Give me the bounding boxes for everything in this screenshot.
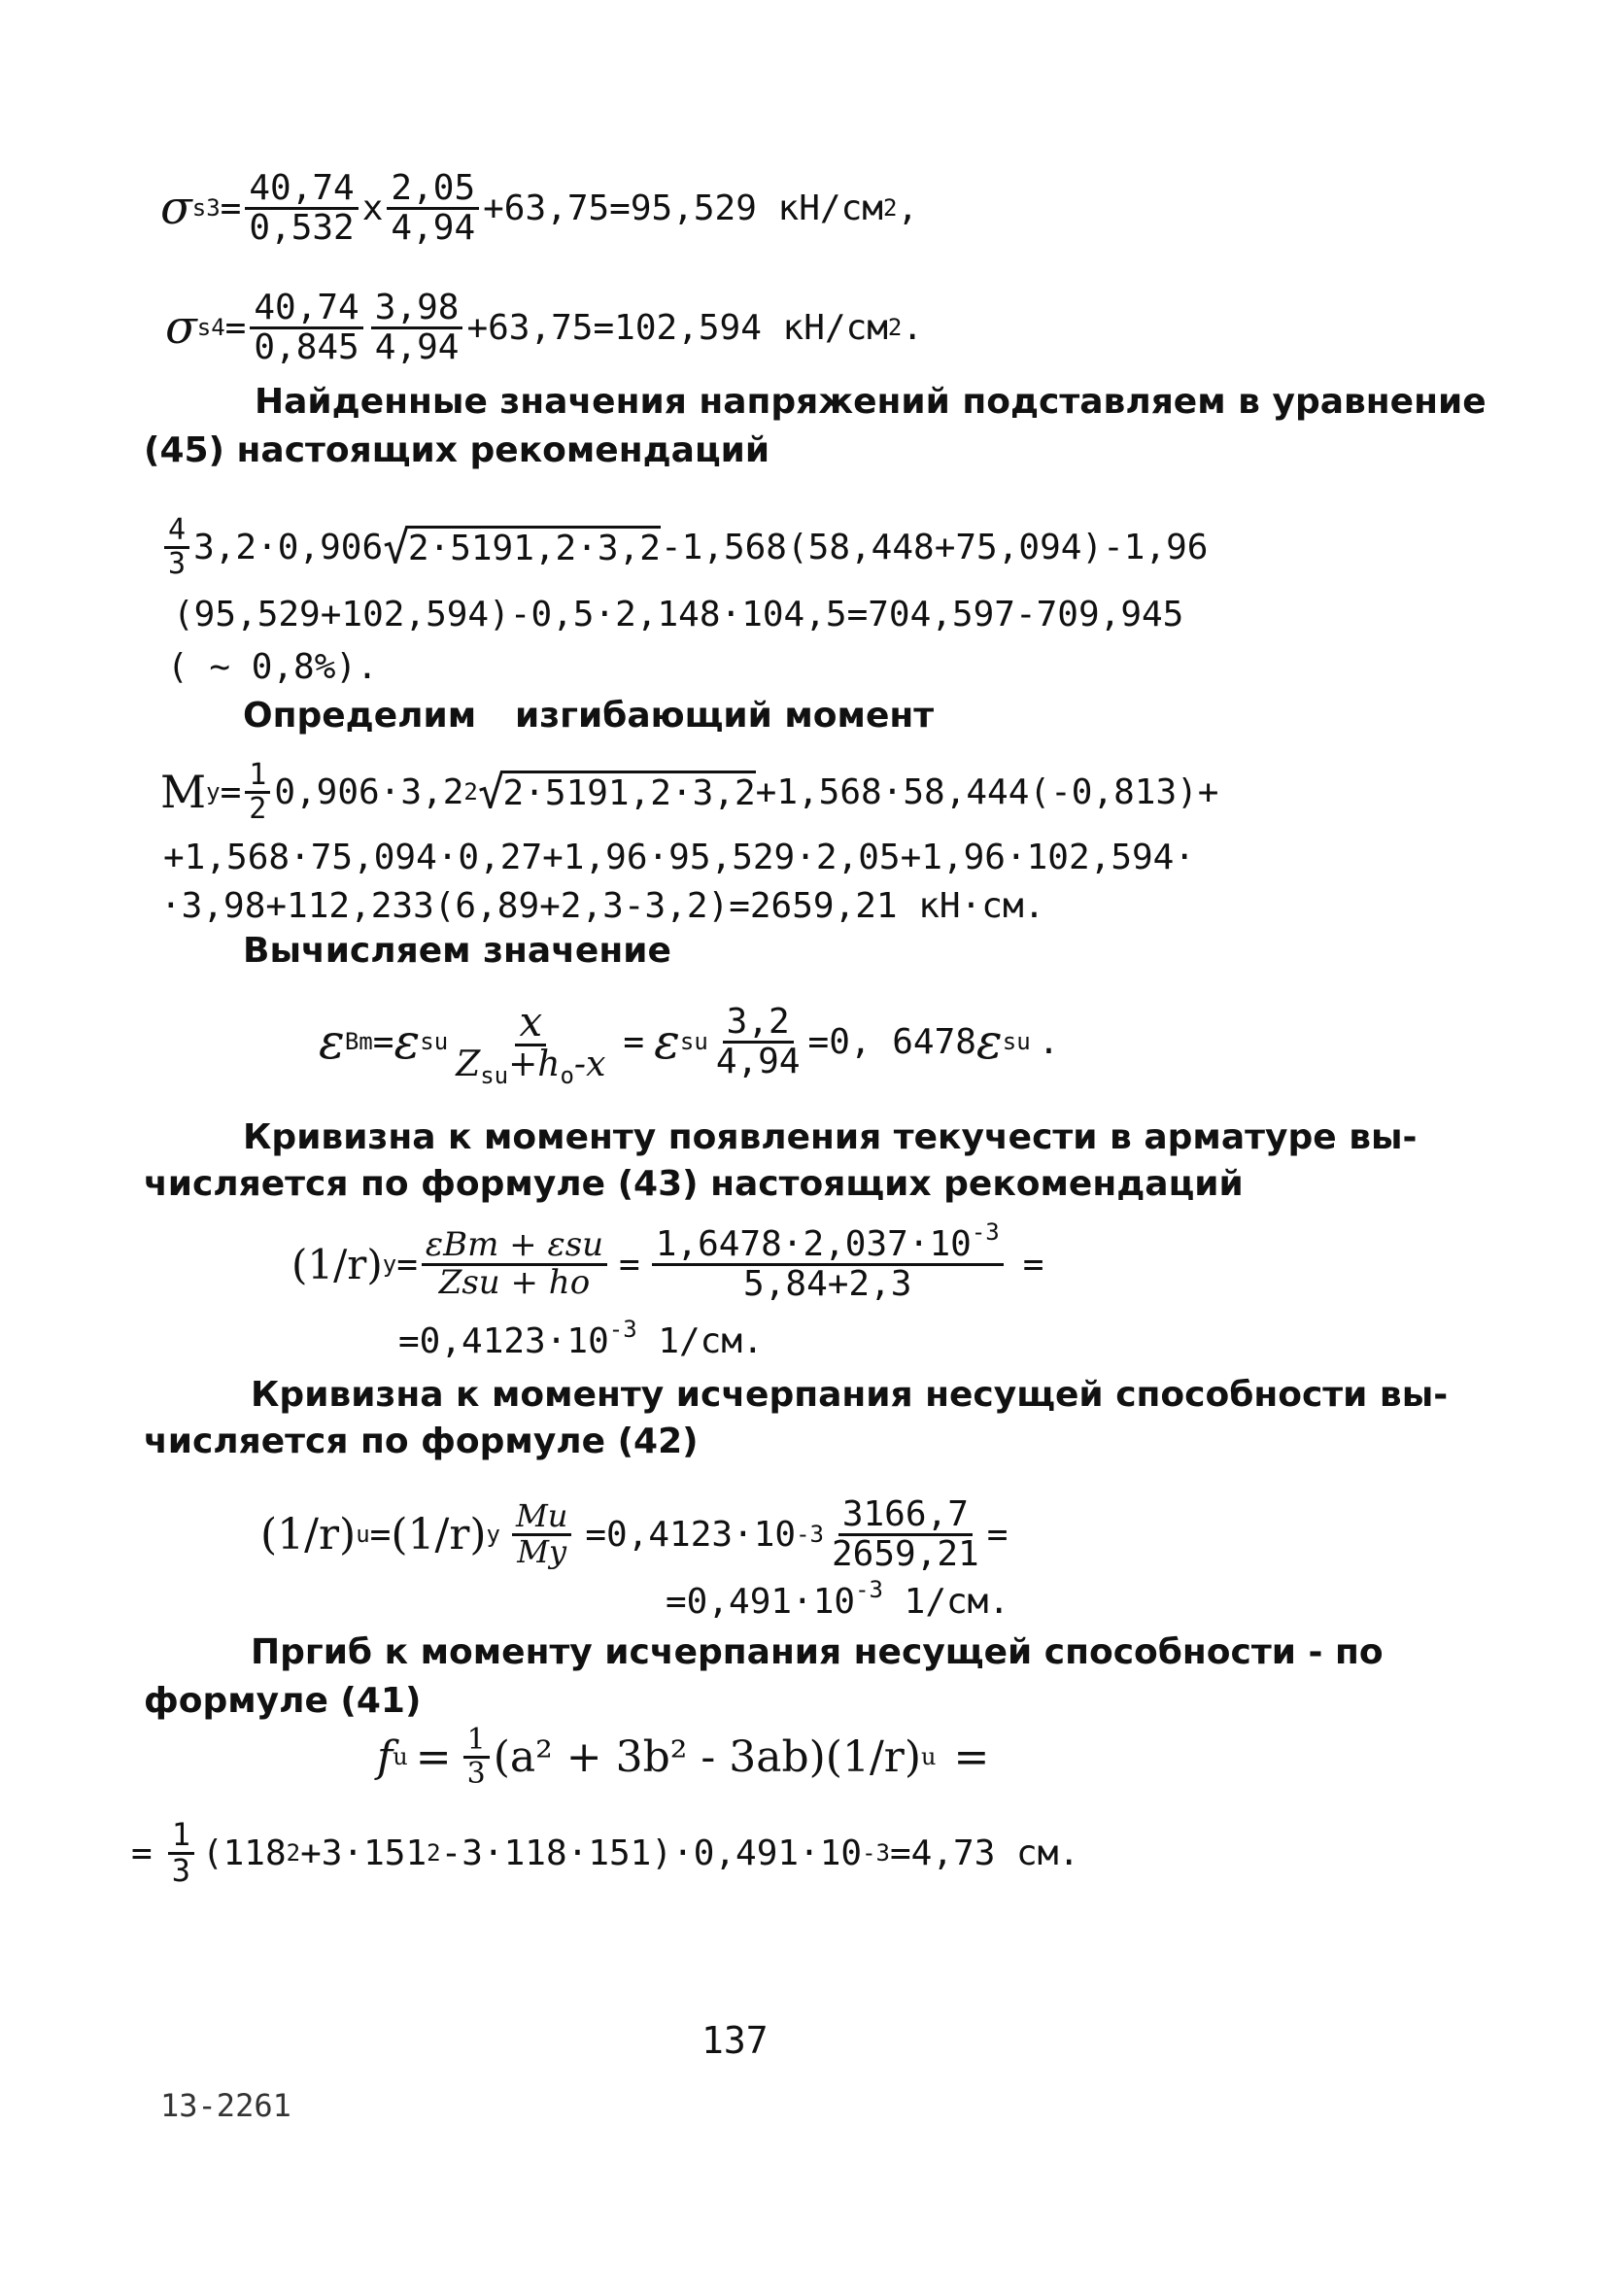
equation-My-line1: M y = $\frac{1}{2}$ 0,906·3,2 2 √ 2·5191,2·3,2 +1,568·58,444(-0,813)+ <box>160 758 1219 826</box>
document-code: 13-2261 <box>160 2087 291 2124</box>
fraction: $\frac{40,74}{0,845}$ <box>250 290 362 366</box>
equation-45-line3: ( ~ 0,8%). <box>167 647 378 687</box>
fraction: $\frac{3,98}{4,94}$ <box>371 290 463 366</box>
fraction: $\frac{3166,7}{2659,21}$ <box>832 1494 979 1574</box>
sqrt-icon: √ <box>477 766 505 818</box>
paragraph-line: числяется по формуле (43) настоящих рекомендаций <box>144 1164 1244 1204</box>
paragraph-line: числяется по формуле (42) <box>144 1422 699 1461</box>
equation-My-line3: ·3,98+112,233(6,89+2,3-3,2)=2659,21 кН·см. <box>160 886 1045 926</box>
paragraph-line: Кривизна к моменту появления текучести в арматуре вы- <box>243 1117 1418 1157</box>
fraction: $\frac{1}{3}$ <box>168 1819 194 1887</box>
fraction: $\frac{1}{3}$ <box>463 1725 490 1789</box>
equation-42-line1: (1/r) u = (1/r) y $\frac{Mu}{My}$ =0,4123·10 -3 $\frac{3166,7}{2659,21}$ = <box>260 1494 1009 1574</box>
paragraph-line: (45) настоящих рекомендаций <box>144 430 770 470</box>
paragraph-line: Пргиб к моменту исчерпания несущей способности - по <box>251 1632 1384 1672</box>
equation-My-line2: +1,568·75,094·0,27+1,96·95,529·2,05+1,96·102,594· <box>163 838 1196 877</box>
paragraph-line: формуле (41) <box>144 1681 422 1721</box>
fraction: $\frac{x}{Z_{su}+h_o-x}$ <box>456 998 606 1090</box>
fraction: $\frac{1}{2}$ <box>245 760 270 824</box>
equation-43-line2: $=0,4123\cdot 10^{-3}$ 1/см. <box>398 1316 764 1361</box>
paragraph-word: Определим <box>243 696 477 736</box>
paragraph-line: Кривизна к моменту исчерпания несущей способности вы- <box>251 1375 1449 1415</box>
equation-41-line1: f u = $\frac{1}{3}$ (a² + 3b² - 3ab)(1/r) u = <box>377 1723 990 1791</box>
equation-45-line2: (95,529+102,594)-0,5·2,148·104,5=704,597-709,945 <box>173 595 1184 634</box>
sigma-symbol: σ <box>160 181 192 236</box>
equation-epsilon-bm: ε Bm = ε su $\frac{x}{Z_{su}+h_o-x}$ = ε su $\frac{3,2}{4,94}$ =0, 6478 ε su . <box>319 998 1060 1090</box>
page-number: 137 <box>701 2019 769 2062</box>
fraction: $\frac{1,6478\cdot 2,037\cdot 10^{-3}}{5,84+2,3}$ <box>652 1226 1004 1303</box>
paragraph-line: Найденные значения напряжений подставляем в уравнение <box>255 382 1487 422</box>
paragraph-line: Вычисляем значение <box>243 931 671 971</box>
fraction: $\frac{2,05}{4,94}$ <box>387 170 479 247</box>
fraction: $\frac{40,74}{0,532}$ <box>245 170 358 247</box>
equation-sigma-s3: σ s3 = $\frac{40,74}{0,532}$ x $\frac{2,05}{4,94}$ +63,75=95,529 кН/см 2 , <box>160 168 919 248</box>
sqrt-icon: √ <box>383 521 410 573</box>
sigma-symbol: σ <box>165 300 197 356</box>
equation-45-line1: $\frac{4}{3}$ 3,2·0,906 √ 2·5191,2·3,2 -1,568(58,448+75,094)-1,96 <box>160 515 1208 579</box>
fraction: $\frac{Mu}{My}$ <box>512 1500 571 1568</box>
equation-43-line1: (1/r) y = $\frac{\text{εBm + εsu}}{\text{Zsu + ho}}$ = $\frac{1,6478\cdot 2,037\cdot 10^{-3}}{5,84+2,3}$ = <box>291 1218 1044 1304</box>
fraction: $\frac{4}{3}$ <box>164 515 189 579</box>
equation-sigma-s4: σ s4 = $\frac{40,74}{0,845}$ $\frac{3,98}{4,94}$ +63,75=102,594 кН/см 2 . <box>165 288 924 367</box>
paragraph-word: изгибающий момент <box>515 696 935 736</box>
equation-41-line2: = $\frac{1}{3}$ (118 2 +3·151 2 -3·118·151)·0,491·10 -3 =4,73 см. <box>131 1816 1080 1889</box>
fraction: $\frac{3,2}{4,94}$ <box>715 1002 801 1081</box>
fraction: $\frac{\text{εBm + εsu}}{\text{Zsu + ho}}$ <box>422 1228 607 1300</box>
equation-42-line2: $=0,491\cdot 10^{-3}$ 1/см. <box>666 1576 1010 1622</box>
